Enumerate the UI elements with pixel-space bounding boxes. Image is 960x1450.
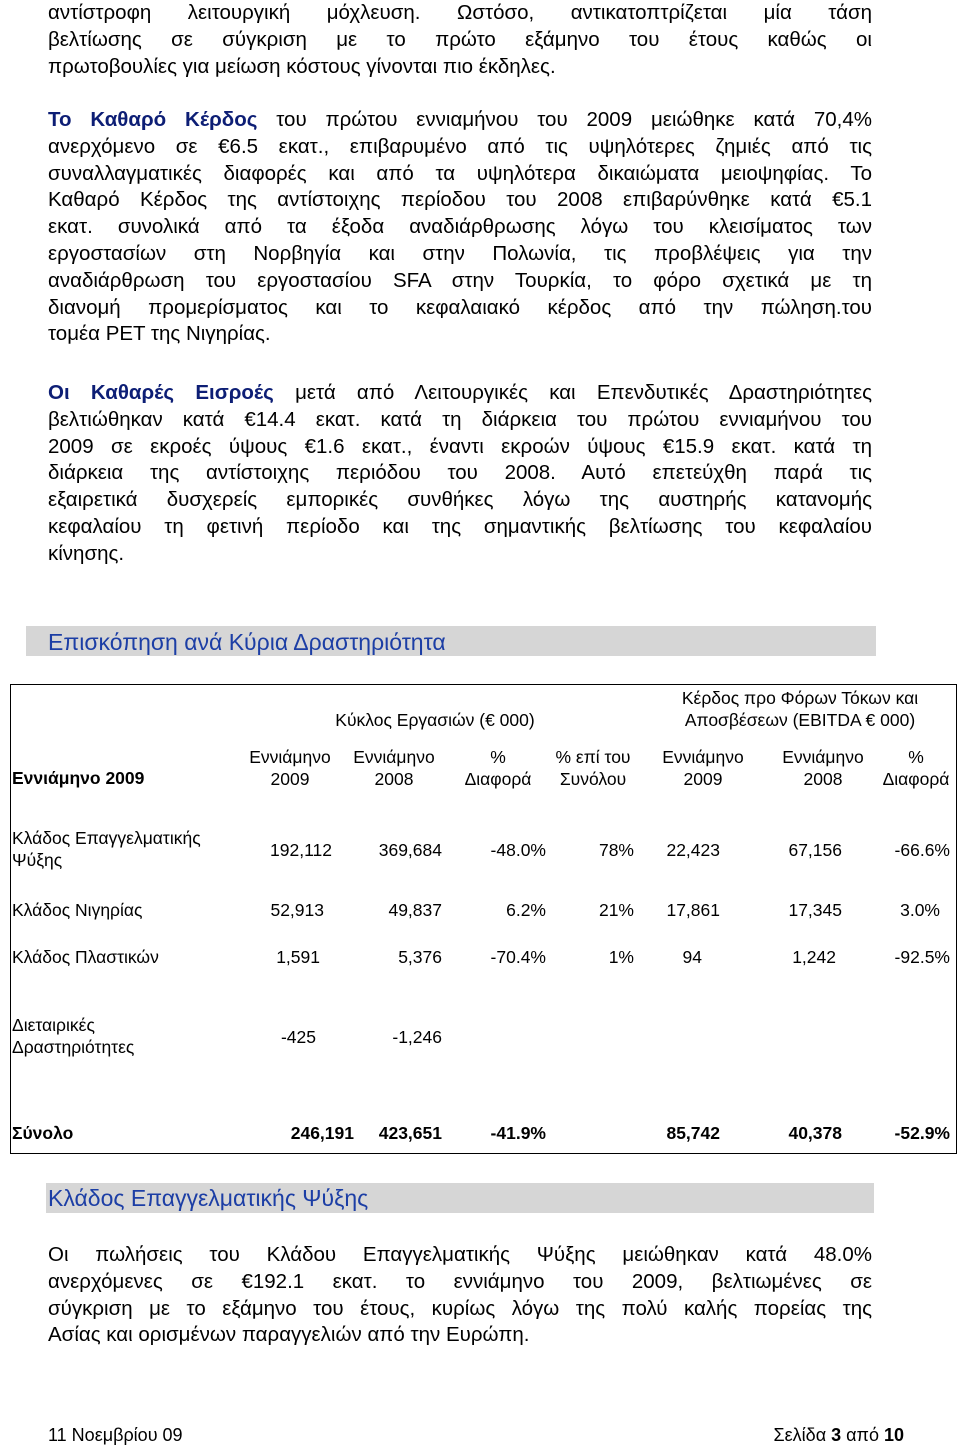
col-header-line: Εννιάμηνο bbox=[353, 747, 435, 767]
table-cell: -66.6% bbox=[894, 840, 950, 860]
bold-lead: Οι Καθαρές Εισροές bbox=[48, 381, 274, 404]
col-header-line: 2008 bbox=[374, 769, 414, 789]
col-header-line: Εννιάμηνο bbox=[249, 747, 331, 767]
paragraph-refrigeration-sales bbox=[48, 1242, 872, 1349]
col-header bbox=[238, 746, 342, 790]
text-line: διανομή προμερίσματος και το κεφαλαιακό κέρδος από την πώληση.του bbox=[48, 295, 872, 319]
text-line: βελτιώθηκαν κατά €14.4 εκατ. κατά τη διάρκεια του πρώτου εννιαμήνου του bbox=[48, 407, 872, 431]
text-line: αντίστροφη λειτουργική μόχλευση. Ωστόσο, αντικατοπτρίζεται μία τάση bbox=[48, 1, 872, 24]
row-label bbox=[12, 899, 142, 921]
text-line: τομέα PET της Νιγηρίας. bbox=[48, 322, 271, 346]
row-label-line: Σύνολο bbox=[12, 1123, 74, 1143]
paragraph-net-profit bbox=[48, 107, 872, 348]
col-header-line: 2009 bbox=[270, 769, 310, 789]
section-title-refrigeration: Κλάδος Επαγγελματικής Ψύξης bbox=[48, 1185, 369, 1211]
text-line: Οι πωλήσεις του Κλάδου Επαγγελματικής Ψύξης μειώθηκαν κατά 48.0% bbox=[48, 1243, 872, 1266]
text-line bbox=[48, 107, 872, 134]
text-line: εργοστασίων στη Νορβηγία και στην Πολωνία, τις προβλέψεις για την bbox=[48, 241, 872, 265]
text-line: πρωτοβουλίες για μείωση κόστους γίνονται πιο έκδηλες. bbox=[48, 54, 556, 78]
text-line: αναδιάρθρωση του εργοστασίου SFA στην Τουρκία, το φόρο σχετικά με τη bbox=[48, 268, 872, 292]
table-cell: -425 bbox=[280, 1027, 316, 1047]
table-cell: 6.2% bbox=[506, 900, 546, 920]
table-cell: -1,246 bbox=[392, 1027, 442, 1047]
bold-lead: Το Καθαρό Κέρδος bbox=[48, 108, 258, 131]
page-total: 10 bbox=[883, 1425, 904, 1445]
paragraph-net-inflows bbox=[48, 380, 872, 568]
table-cell: 52,913 bbox=[270, 900, 324, 920]
text-line: ανερχόμενο σε €6.5 εκατ., επιβαρυμένο από τις υψηλότερες ζημιές από τις bbox=[48, 134, 872, 158]
table-cell: 17,345 bbox=[788, 900, 842, 920]
table-cell: -48.0% bbox=[490, 840, 546, 860]
table-cell: 1,591 bbox=[276, 947, 320, 967]
table-cell: 21% bbox=[598, 900, 634, 920]
text-line: εκατ. συνολικά από τα έξοδα αναδιάρθρωσης λόγω του κλεισίματος των bbox=[48, 215, 872, 239]
col-header-line: Εννιάμηνο bbox=[662, 747, 744, 767]
col-header-line: Συνόλου bbox=[559, 769, 627, 789]
text-line: εξαιρετικά δυσχερείς εμπορικές συνθήκες λόγω της αυστηρής κατανομής bbox=[48, 488, 872, 512]
page-num: 3 bbox=[831, 1425, 842, 1445]
table-cell: 3.0% bbox=[900, 900, 940, 920]
table-cell: 246,191 bbox=[290, 1123, 354, 1143]
text-line: συναλλαγματικές διαφορές και από τα υψηλότερα δικαιώματα μειοψηφίας. Το bbox=[48, 161, 872, 185]
table-cell: 1,242 bbox=[792, 947, 836, 967]
text-line: Ασίας και ορισμένων παραγγελιών από την Ευρώπη. bbox=[48, 1323, 530, 1347]
group-header-sales: Κύκλος Εργασιών (€ 000) bbox=[335, 710, 535, 730]
table-cell: 22,423 bbox=[666, 840, 720, 860]
text-line: σύγκριση με το εξάμηνο του έτους, κυρίως λόγω της πολύ καλής πορείας της bbox=[48, 1296, 872, 1320]
col-header bbox=[770, 746, 876, 790]
text-line: ανερχόμενες σε €192.1 εκατ. το εννιάμηνο του 2009, βελτιωμένες σε bbox=[48, 1269, 872, 1293]
col-header bbox=[450, 746, 546, 790]
page-mid: από bbox=[841, 1425, 884, 1445]
col-header-line: Εννιάμηνο bbox=[782, 747, 864, 767]
footer-date: 11 Νοεμβρίου 09 bbox=[48, 1425, 183, 1445]
section-title-overview: Επισκόπηση ανά Κύρια Δραστηριότητα bbox=[48, 629, 446, 655]
table-cell: -70.4% bbox=[490, 947, 546, 967]
col-header bbox=[342, 746, 446, 790]
col-header-line: % bbox=[490, 747, 506, 767]
table-cell: 94 bbox=[682, 947, 702, 967]
table-cell: 78% bbox=[598, 840, 634, 860]
paragraph-operating-leverage bbox=[48, 0, 872, 80]
text-line: διάρκεια της αντίστοιχης περιόδου του 2008. Αυτό επετεύχθη παρά τις bbox=[48, 461, 872, 485]
col-header bbox=[876, 746, 956, 790]
text-run: μετά από Λειτουργικές και Επενδυτικές Δραστηριότητες bbox=[273, 381, 873, 404]
table-cell: -52.9% bbox=[894, 1123, 950, 1143]
table-cell: 67,156 bbox=[788, 840, 842, 860]
row-label-line: Διεταιρικές bbox=[12, 1015, 95, 1035]
text-line: βελτίωσης σε σύγκριση με το πρώτο εξάμηνο του έτους καθώς οι bbox=[48, 27, 872, 51]
page-prefix: Σελίδα bbox=[773, 1425, 832, 1445]
table-cell: 17,861 bbox=[666, 900, 720, 920]
col-header-line: % bbox=[908, 747, 924, 767]
table-cell: 192,112 bbox=[270, 840, 332, 860]
text-line: Καθαρό Κέρδος της αντίστοιχης περίοδου του 2008 επιβαρύνθηκε κατά €5.1 bbox=[48, 188, 872, 212]
row-label-line: Ψύξης bbox=[12, 850, 63, 870]
text-line: κεφαλαίου τη φετινή περίοδο και της σημαντικής βελτίωσης του κεφαλαίου bbox=[48, 514, 872, 538]
col-header bbox=[650, 746, 756, 790]
table-cell: 85,742 bbox=[666, 1123, 720, 1143]
table-cell: -41.9% bbox=[490, 1123, 546, 1143]
row-header-title: Εννιάμηνο 2009 bbox=[12, 768, 145, 788]
col-header-line: % επί του bbox=[555, 747, 631, 767]
row-label bbox=[12, 946, 159, 968]
col-header-line: Διαφορά bbox=[464, 769, 532, 789]
table-cell: 5,376 bbox=[398, 947, 442, 967]
row-label-line: Κλάδος Πλαστικών bbox=[12, 947, 159, 967]
table-cell: 1% bbox=[608, 947, 634, 967]
table-cell: -92.5% bbox=[894, 947, 950, 967]
row-label-line: Κλάδος Επαγγελματικής bbox=[12, 828, 201, 848]
col-header-line: 2009 bbox=[683, 769, 723, 789]
row-label-total bbox=[12, 1122, 73, 1144]
row-label-line: Δραστηριότητες bbox=[12, 1037, 135, 1057]
row-label-line: Κλάδος Νιγηρίας bbox=[12, 900, 143, 920]
table-cell: 369,684 bbox=[378, 840, 442, 860]
text-line: 2009 σε εκροές ύψους €1.6 εκατ., έναντι εκροών ύψους €15.9 εκατ. κατά τη bbox=[48, 434, 872, 458]
text-line bbox=[48, 380, 872, 407]
text-line: κίνησης. bbox=[48, 541, 125, 565]
col-header-line: Διαφορά bbox=[882, 769, 950, 789]
row-label bbox=[12, 1014, 134, 1058]
group-header-ebitda: Κέρδος προ Φόρων Τόκων και bbox=[681, 688, 919, 708]
col-header-line: 2008 bbox=[803, 769, 843, 789]
table-cell: 49,837 bbox=[388, 900, 442, 920]
row-label bbox=[12, 827, 201, 871]
table-cell: 40,378 bbox=[788, 1123, 842, 1143]
footer-page-number bbox=[774, 1425, 904, 1446]
text-run: του πρώτου εννιαμήνου του 2009 μειώθηκε κατά 70,4% bbox=[257, 108, 872, 131]
table-cell: 423,651 bbox=[378, 1123, 442, 1143]
group-header-ebitda-2: Αποσβέσεων (EBITDA € 000) bbox=[684, 710, 916, 730]
col-header bbox=[546, 746, 640, 790]
